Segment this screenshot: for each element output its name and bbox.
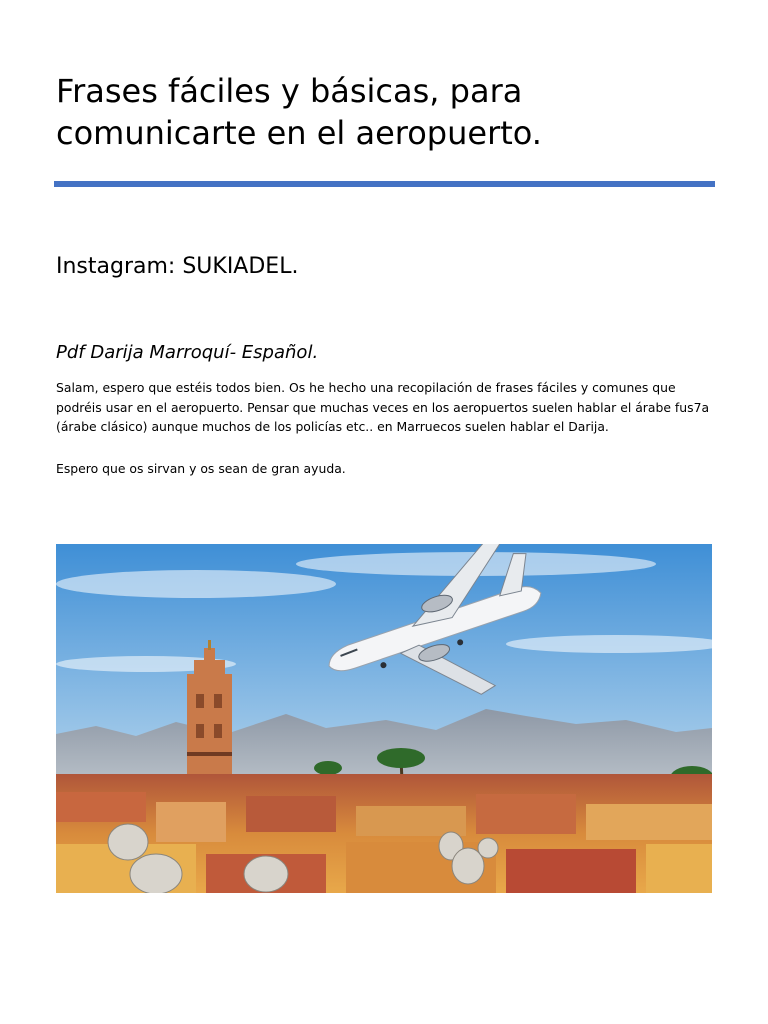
title-divider bbox=[54, 181, 715, 187]
document-title: Frases fáciles y básicas, para comunicarte en el aeropuerto. bbox=[56, 72, 542, 152]
instagram-handle: Instagram: SUKIADEL. bbox=[56, 254, 299, 279]
closing-paragraph: Espero que os sirvan y os sean de gran ayuda. bbox=[56, 461, 346, 476]
intro-paragraph: Salam, espero que estéis todos bien. Os he hecho una recopilación de frases fáciles y comunes que podréis usar en el aeropuerto. Pensar que muchas veces en los aeropuertos suelen hablar el árabe fus7a (árabe clásico) aunque muchos de los policías etc.. en Marruecos suelen hablar el Darija. bbox=[56, 380, 710, 434]
document-subtitle: Pdf Darija Marroquí- Español. bbox=[56, 342, 319, 363]
airplane-over-marrakech-photo bbox=[56, 544, 712, 893]
